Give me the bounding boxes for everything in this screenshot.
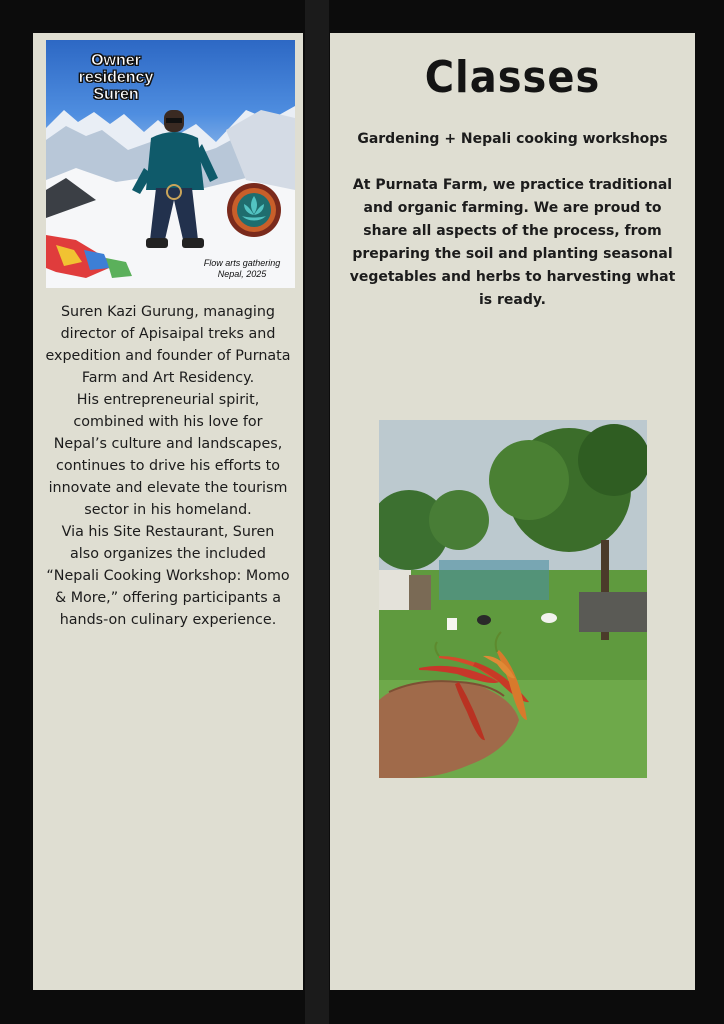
lotus-emblem-logo: [226, 182, 282, 238]
owner-bio: [45, 301, 291, 631]
farm-scene: [379, 420, 647, 778]
owner-residency-caption: [56, 52, 176, 103]
credit-line-2: Nepal, 2025: [217, 269, 267, 279]
workshops-subtitle: Gardening + Nepali cooking workshops: [357, 131, 668, 147]
bio-paragraph-3: Via his Site Restaurant, Suren also organizes the included “Nepali Cooking Workshop: Momo & More,” offering participants a hands-on culinary experience.: [46, 524, 290, 628]
farm-chillies-photo: [379, 420, 647, 778]
credit-line-1: Flow arts gathering: [203, 258, 281, 268]
right-page-panel: [330, 33, 695, 990]
bio-paragraph-1: Suren Kazi Gurung, managing director of Apisaipal treks and expedition and founder of Purnata Farm and Art Residency.: [45, 304, 291, 386]
caption-line-2: Suren: [93, 86, 139, 103]
farm-intro-text: At Purnata Farm, we practice traditional and organic farming. We are proud to share all aspects of the process, from preparing the soil and planting seasonal vegetables and herbs to harvesting what is ready.: [349, 177, 676, 308]
bio-paragraph-2: His entrepreneurial spirit, combined with his love for Nepal’s culture and landscapes, continues to drive his efforts to innovate and elevate the tourism sector in his homeland.: [48, 392, 288, 518]
page-gutter: [305, 0, 329, 1024]
left-page-panel: [33, 33, 303, 990]
page-title: Classes: [424, 53, 601, 103]
owner-photo: [46, 40, 295, 288]
caption-line-1: Owner residency: [78, 52, 154, 86]
photo-credit: [197, 258, 287, 280]
